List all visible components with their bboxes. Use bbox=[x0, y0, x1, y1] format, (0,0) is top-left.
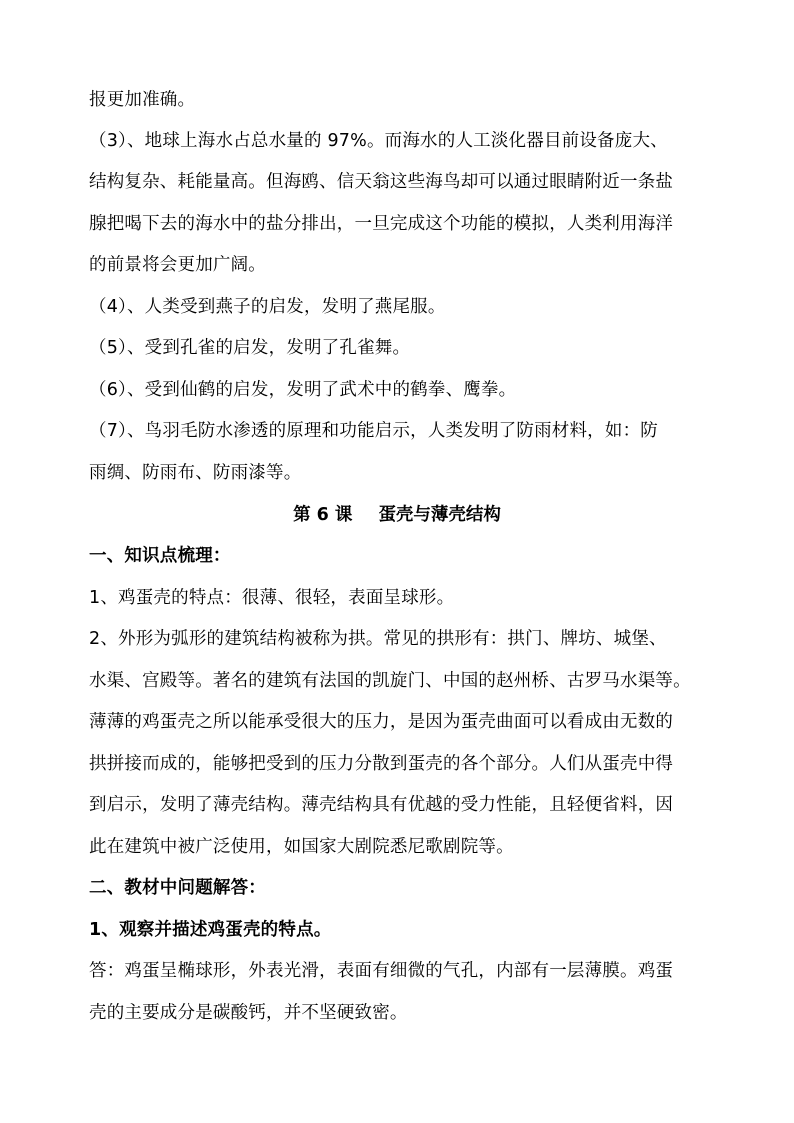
lesson-name: 蛋壳与薄壳结构 bbox=[378, 505, 501, 525]
text-line: 2、外形为弧形的建筑结构被称为拱。常见的拱形有：拱门、牌坊、城堡、 bbox=[89, 629, 667, 649]
lesson-title bbox=[0, 503, 794, 527]
text-line: 此在建筑中被广泛使用，如国家大剧院悉尼歌剧院等。 bbox=[89, 837, 514, 857]
lesson-number: 第 6 课 bbox=[293, 505, 353, 525]
list-item-5: （5）、受到孔雀的启发，发明了孔雀舞。 bbox=[89, 338, 411, 358]
text-line: 的前景将会更加广阔。 bbox=[89, 255, 266, 275]
text-line: 1、鸡蛋壳的特点：很薄、很轻，表面呈球形。 bbox=[89, 588, 455, 608]
question: 1、观察并描述鸡蛋壳的特点。 bbox=[89, 920, 332, 940]
text-line: 雨绸、防雨布、防雨漆等。 bbox=[89, 463, 302, 483]
text-line: 水渠、宫殿等。著名的建筑有法国的凯旋门、中国的赵州桥、古罗马水渠等。 bbox=[89, 671, 691, 691]
text-line: 薄薄的鸡蛋壳之所以能承受很大的压力，是因为蛋壳曲面可以看成由无数的 bbox=[89, 712, 674, 732]
answer-line: 壳的主要成分是碳酸钙，并不坚硬致密。 bbox=[89, 1003, 408, 1023]
text-line: 到启示，发明了薄壳结构。薄壳结构具有优越的受力性能，且轻便省料，因 bbox=[89, 795, 674, 815]
list-item-3: （3）、地球上海水占总水量的 97%。而海水的人工淡化器目前设备庞大、 bbox=[89, 131, 668, 151]
text-line: 报更加准确。 bbox=[89, 90, 196, 110]
answer-line: 答：鸡蛋呈椭球形，外表光滑，表面有细微的气孔，内部有一层薄膜。鸡蛋 bbox=[89, 961, 674, 981]
text-line: 腺把喝下去的海水中的盐分排出，一旦完成这个功能的模拟，人类利用海洋 bbox=[89, 214, 674, 234]
section-heading: 一、知识点梳理： bbox=[89, 546, 231, 566]
text-line: 结构复杂、耗能量高。但海鸥、信天翁这些海鸟却可以通过眼睛附近一条盐 bbox=[89, 172, 674, 192]
list-item-6: （6）、受到仙鹤的启发，发明了武术中的鹤拳、鹰拳。 bbox=[89, 380, 517, 400]
section-heading: 二、教材中问题解答： bbox=[89, 878, 266, 898]
list-item-4: （4）、人类受到燕子的启发，发明了燕尾服。 bbox=[89, 297, 446, 317]
text-line: 拱拼接而成的，能够把受到的压力分散到蛋壳的各个部分。人们从蛋壳中得 bbox=[89, 754, 674, 774]
list-item-7: （7）、鸟羽毛防水渗透的原理和功能启示，人类发明了防雨材料，如：防 bbox=[89, 421, 658, 441]
